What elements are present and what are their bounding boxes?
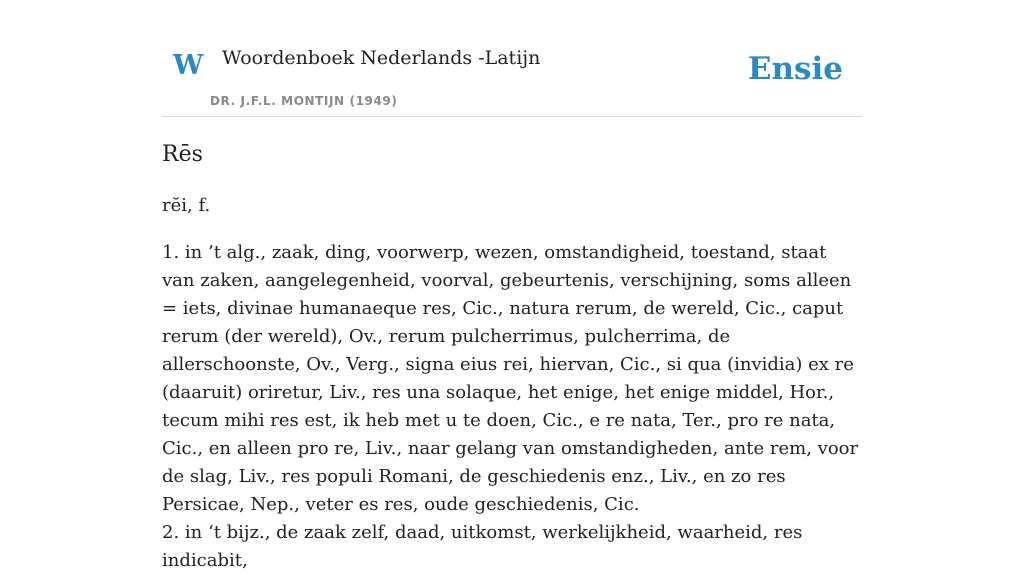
site-header: [162, 0, 862, 117]
entry-grammar: rĕi, f.: [162, 195, 211, 216]
book-title[interactable]: Woordenboek Nederlands -Latijn: [222, 47, 541, 69]
book-logo-w[interactable]: W: [173, 50, 204, 81]
entry-title: Rēs: [162, 142, 203, 167]
definition-sense-2: 2. in ‘t bijz., de zaak zelf, daad, uitkomst, werkelijkheid, waarheid, res indicabit,: [162, 522, 803, 571]
book-author: DR. J.F.L. MONTIJN (1949): [210, 94, 398, 108]
entry-definition: [162, 239, 862, 575]
ensie-logo[interactable]: Ensie: [747, 51, 843, 87]
definition-sense-1: 1. in ’t alg., zaak, ding, voorwerp, wezen, omstandigheid, toestand, staat van zaken, aangelegenheid, voorval, gebeurtenis, verschijning, soms alleen = iets, divinae humanaeque res, Cic., natura rerum, de wereld, Cic., caput rerum (der wereld), Ov., rerum pulcherrimus, pulcherrima, de allerschoonste, Ov., Verg., signa eius rei, hiervan, Cic., si qua (invidia) ex re (daaruit) oriretur, Liv., res una solaque, het enige, het enige middel, Hor., tecum mihi res est, ik heb met u te doen, Cic., e re nata, Ter., pro re nata, Cic., en alleen pro re, Liv., naar gelang van omstandigheden, ante rem, voor de slag, Liv., res populi Romani, de geschiedenis enz., Liv., en zo res Persicae, Nep., veter es res, oude geschiedenis, Cic.: [162, 242, 859, 515]
